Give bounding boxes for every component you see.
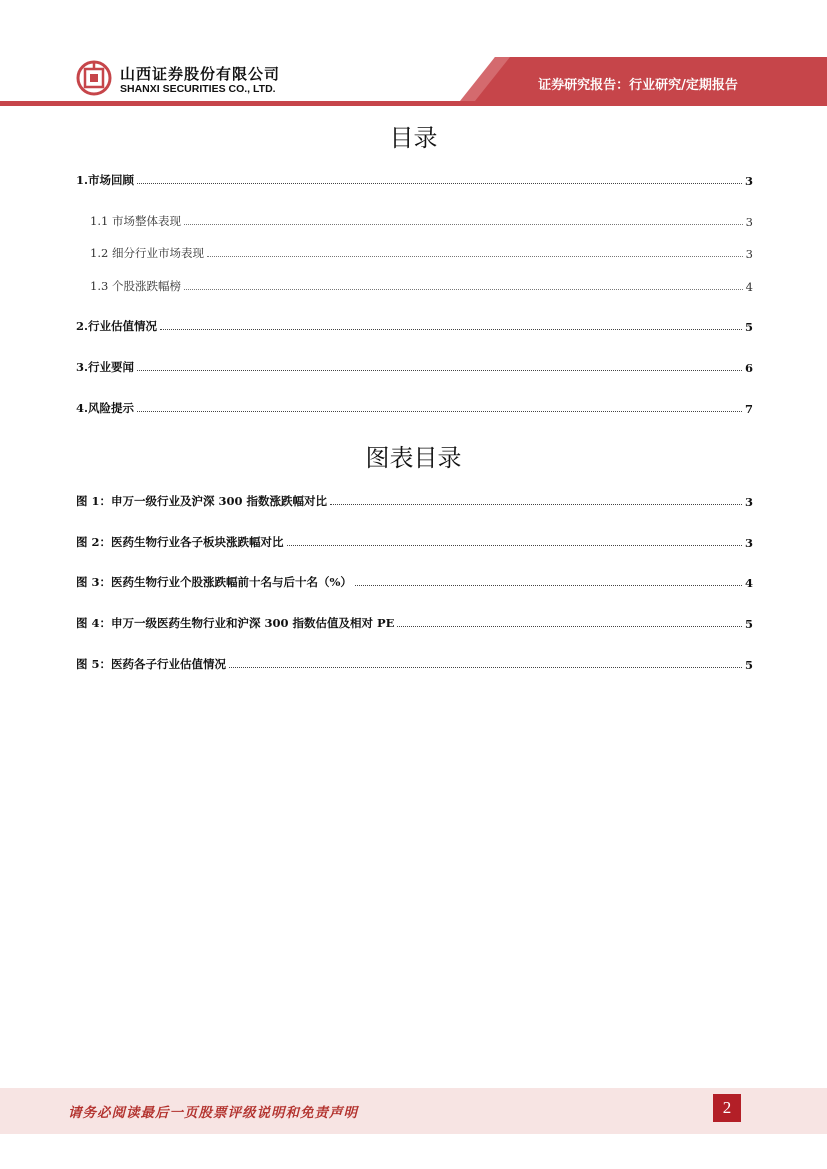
- toc-item-page: 5: [744, 320, 753, 334]
- company-name-en: SHANXI SECURITIES CO., LTD.: [120, 83, 276, 95]
- toc-item-page: 3: [745, 247, 753, 261]
- toc-item-label: 1.3 个股涨跌幅榜: [90, 279, 181, 293]
- toc-item[interactable]: [76, 170, 753, 188]
- toc-leader-dots: [160, 328, 742, 330]
- toc-item[interactable]: [90, 243, 753, 261]
- toc-item[interactable]: [76, 398, 753, 416]
- figure-item[interactable]: [76, 572, 753, 590]
- toc-item-label: 1.市场回顾: [76, 173, 135, 187]
- toc-item-label: 3.行业要闻: [76, 360, 135, 374]
- toc-leader-dots: [397, 625, 742, 627]
- toc-item[interactable]: [90, 211, 753, 229]
- page-number: 2: [713, 1094, 741, 1122]
- figure-item[interactable]: [76, 491, 753, 509]
- toc-item[interactable]: [90, 276, 753, 294]
- toc-leader-dots: [287, 544, 742, 546]
- figure-item-label: 图 4：申万一级医药生物行业和沪深 300 指数估值及相对 PE: [76, 616, 395, 630]
- toc-item-page: 3: [745, 215, 753, 229]
- toc-item-label: 2.行业估值情况: [76, 319, 158, 333]
- toc-item[interactable]: [76, 316, 753, 334]
- figure-item[interactable]: [76, 654, 753, 672]
- figure-item-page: 4: [744, 576, 753, 590]
- toc-leader-dots: [184, 223, 743, 225]
- page-header: [0, 0, 827, 110]
- toc-leader-dots: [229, 666, 742, 668]
- toc-leader-dots: [355, 584, 742, 586]
- footer-disclaimer: 请务必阅读最后一页股票评级说明和免责声明: [68, 1105, 358, 1121]
- figure-item-page: 5: [744, 658, 753, 672]
- figure-item[interactable]: [76, 613, 753, 631]
- toc-item[interactable]: [76, 357, 753, 375]
- toc-item-page: 6: [744, 361, 753, 375]
- figure-item[interactable]: [76, 532, 753, 550]
- figures-title: 图表目录: [365, 444, 462, 472]
- toc-leader-dots: [330, 503, 742, 505]
- toc-item-label: 1.2 细分行业市场表现: [90, 246, 204, 260]
- toc-item-label: 1.1 市场整体表现: [90, 214, 181, 228]
- toc-leader-dots: [207, 255, 743, 257]
- figure-item-label: 图 1：申万一级行业及沪深 300 指数涨跌幅对比: [76, 494, 328, 508]
- company-name-cn: 山西证券股份有限公司: [120, 65, 281, 83]
- figure-item-label: 图 5：医药各子行业估值情况: [76, 657, 227, 671]
- toc-leader-dots: [137, 182, 742, 184]
- report-type: 证券研究报告：行业研究/定期报告: [538, 78, 738, 93]
- figure-item-page: 5: [744, 617, 753, 631]
- toc-leader-dots: [137, 410, 742, 412]
- toc-title: 目录: [389, 124, 438, 152]
- figure-item-label: 图 3：医药生物行业个股涨跌幅前十名与后十名（%）: [76, 575, 352, 589]
- toc-item-page: 7: [744, 402, 753, 416]
- toc-leader-dots: [184, 288, 743, 290]
- company-logo-icon: [76, 60, 112, 96]
- toc-item-page: 4: [745, 280, 753, 294]
- toc-item-label: 4.风险提示: [76, 401, 135, 415]
- figure-item-page: 3: [744, 536, 753, 550]
- toc-leader-dots: [137, 369, 742, 371]
- figure-item-page: 3: [744, 495, 753, 509]
- toc-item-page: 3: [744, 174, 753, 188]
- figure-item-label: 图 2：医药生物行业各子板块涨跌幅对比: [76, 535, 284, 549]
